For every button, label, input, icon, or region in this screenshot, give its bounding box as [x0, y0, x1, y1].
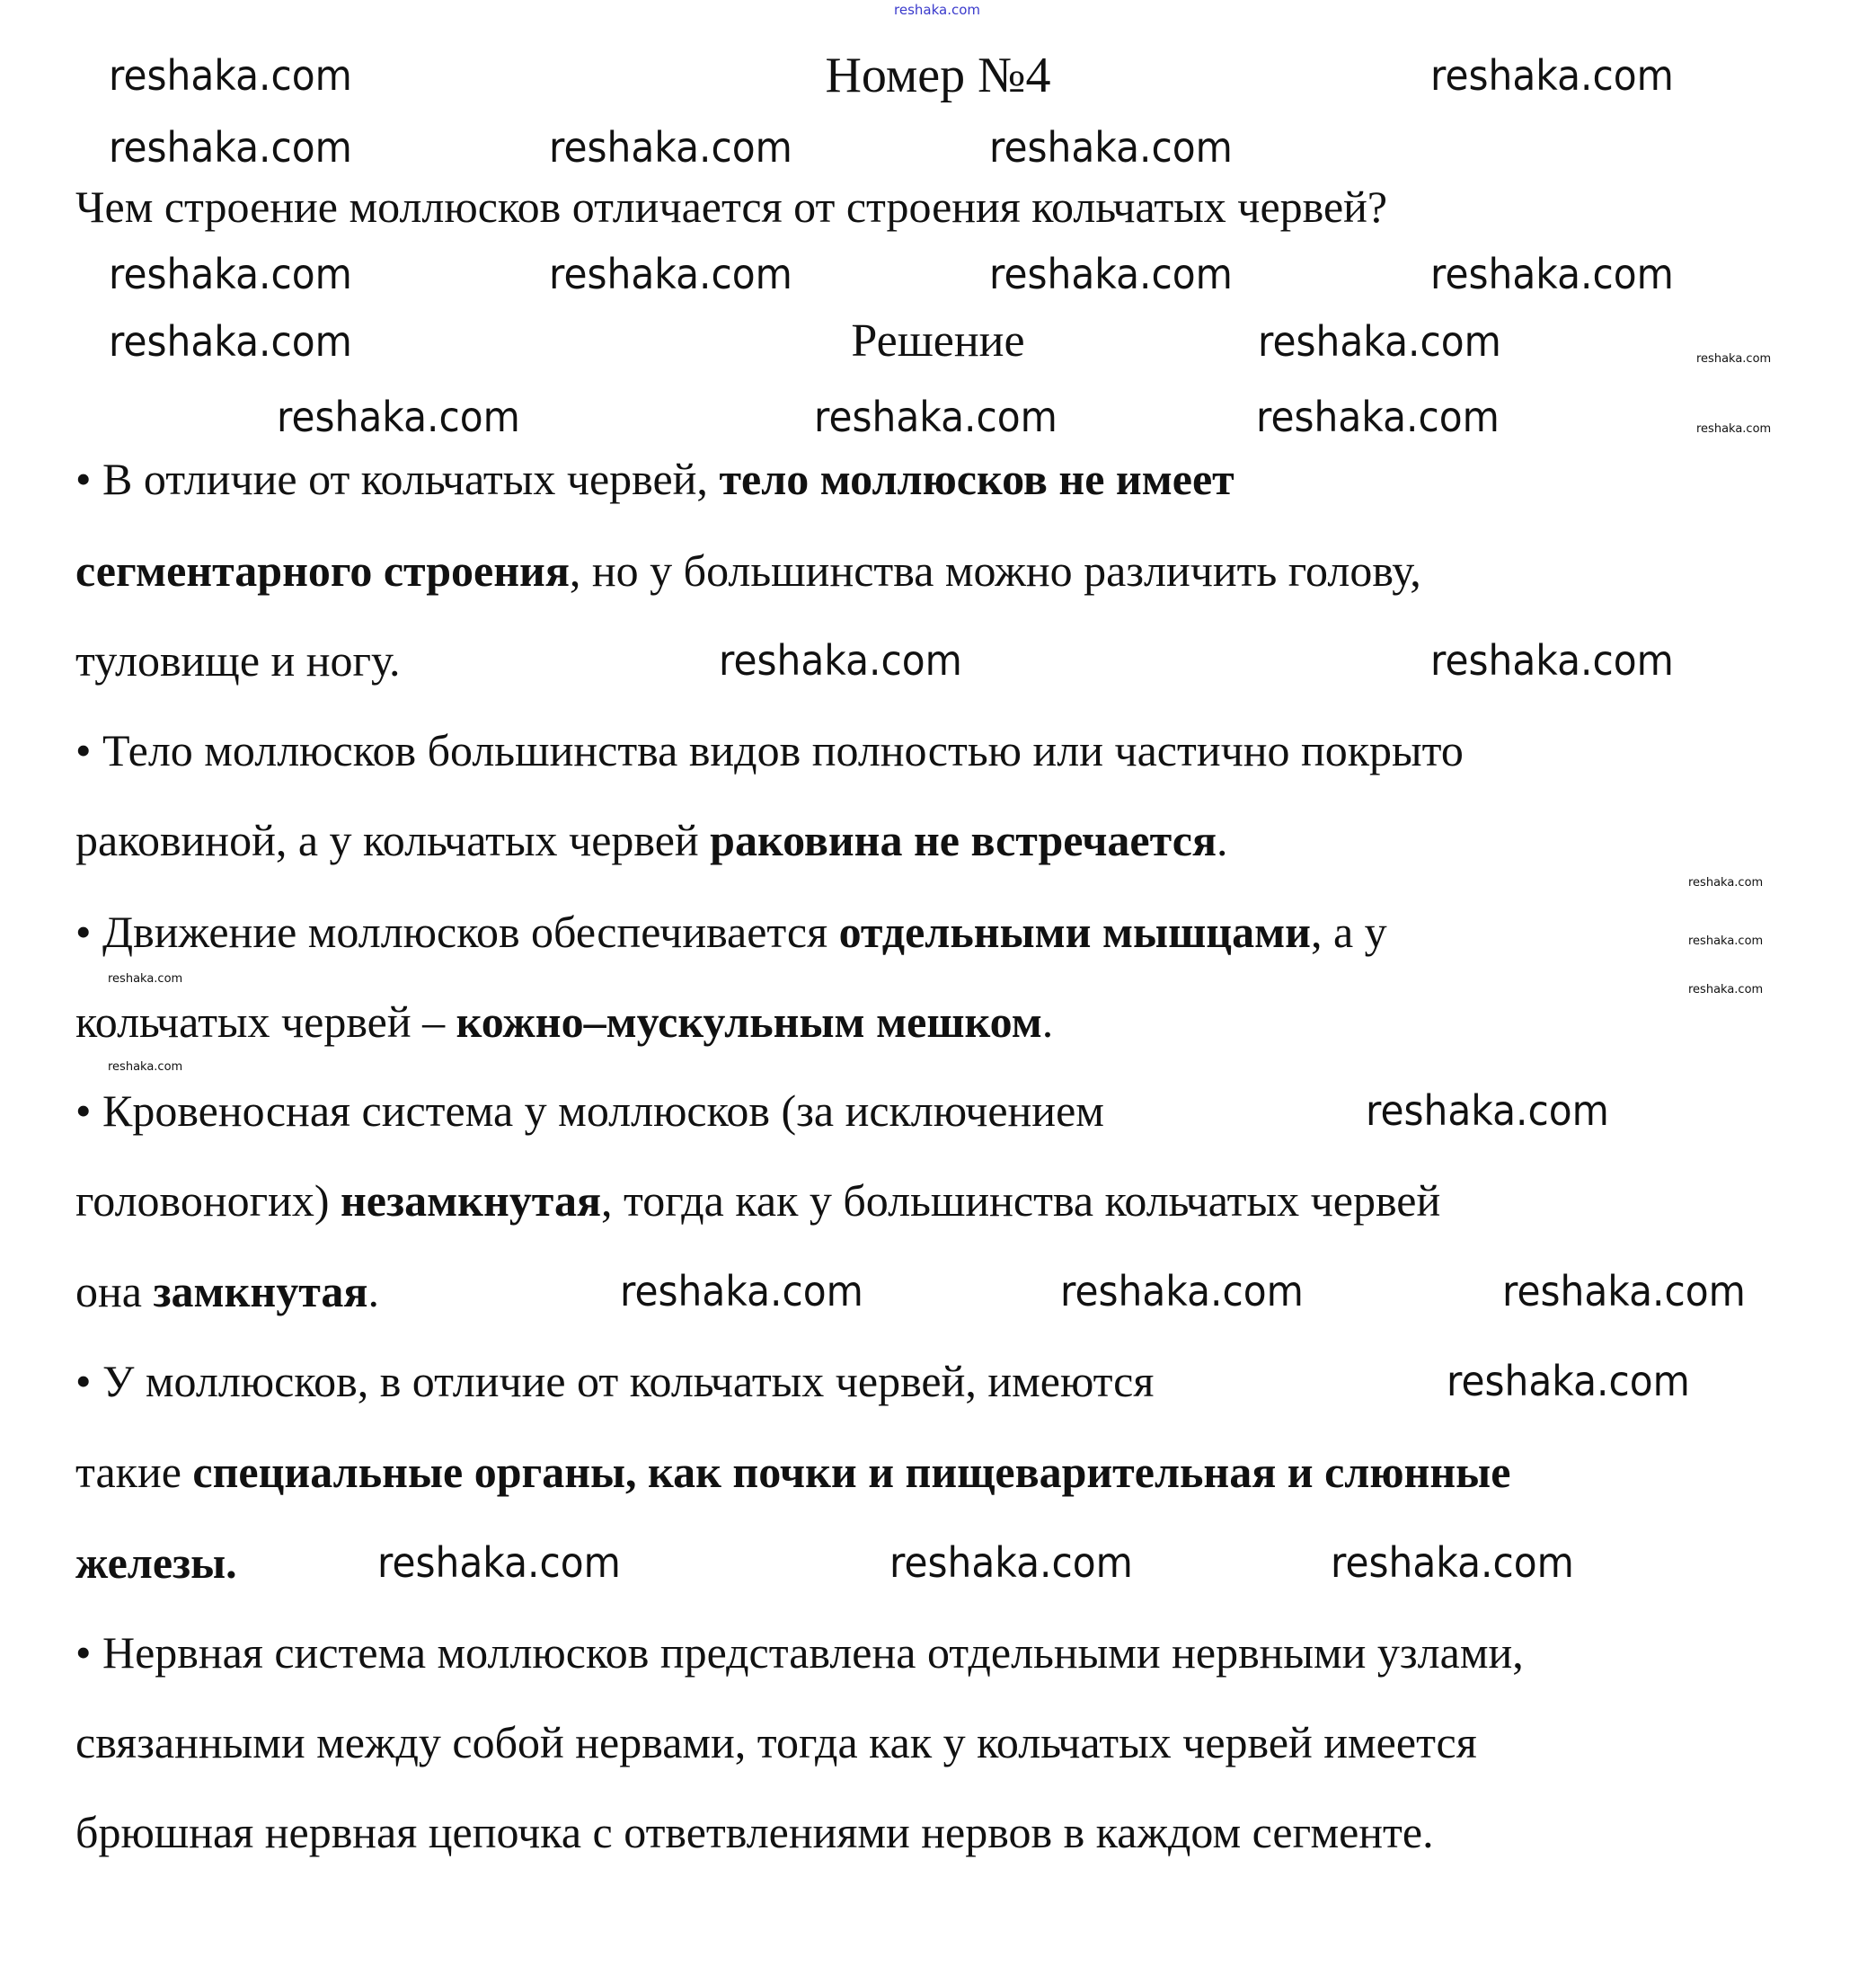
- watermark: reshaka.com: [814, 393, 1057, 441]
- bold-text: замкнутая: [153, 1266, 368, 1316]
- answer-line: [75, 1625, 1524, 1679]
- watermark: reshaka.com: [1430, 636, 1674, 685]
- bold-text: кожно–мускульным мешком: [456, 996, 1042, 1047]
- text-segment: связанными между собой нервами, тогда как у кольчатых червей имеется: [75, 1717, 1477, 1767]
- page-title: Номер №4: [825, 48, 1051, 103]
- bold-text: специальные органы, как почки и пищеварительная и слюнные: [192, 1447, 1511, 1497]
- answer-line: [75, 633, 401, 687]
- bold-text: раковина не встречается: [710, 815, 1217, 865]
- watermark: reshaka.com: [1331, 1538, 1574, 1587]
- text-segment: • У моллюсков, в отличие от кольчатых червей, имеются: [75, 1356, 1155, 1406]
- watermark: reshaka.com: [1447, 1357, 1690, 1405]
- text-segment: туловище и ногу.: [75, 635, 401, 686]
- answer-line: [75, 1264, 379, 1318]
- answer-line: [75, 1536, 237, 1590]
- text-segment: , тогда как у большинства кольчатых червей: [601, 1175, 1441, 1226]
- question-text: Чем строение моллюсков отличается от строения кольчатых червей?: [75, 182, 1388, 232]
- watermark: reshaka.com: [989, 250, 1233, 298]
- answer-line: [75, 995, 1053, 1049]
- text-segment: • Кровеносная система у моллюсков (за исключением: [75, 1085, 1104, 1136]
- text-segment: • Тело моллюсков большинства видов полностью или частично покрыто: [75, 725, 1464, 775]
- watermark-small: reshaka.com: [1696, 352, 1772, 366]
- watermark: reshaka.com: [989, 123, 1233, 172]
- answer-line: [75, 1354, 1154, 1408]
- watermark: reshaka.com: [1502, 1267, 1746, 1315]
- watermark-small: reshaka.com: [108, 972, 183, 986]
- text-segment: брюшная нервная цепочка с ответвлениями нервов в каждом сегменте.: [75, 1807, 1434, 1857]
- watermark-small: reshaka.com: [1688, 983, 1764, 996]
- text-segment: .: [1041, 996, 1054, 1047]
- answer-line: [75, 1805, 1434, 1859]
- watermark: reshaka.com: [109, 250, 352, 298]
- watermark: reshaka.com: [1258, 317, 1501, 366]
- watermark: reshaka.com: [889, 1538, 1133, 1587]
- answer-line: [75, 1715, 1477, 1769]
- bold-text: отдельными мышцами: [838, 907, 1311, 957]
- watermark: reshaka.com: [719, 636, 962, 685]
- answer-line: [75, 905, 1387, 959]
- watermark-top: reshaka.com: [894, 2, 980, 18]
- bold-text: железы.: [75, 1537, 237, 1588]
- text-segment: такие: [75, 1447, 193, 1497]
- watermark: reshaka.com: [1430, 51, 1674, 100]
- watermark: reshaka.com: [1430, 250, 1674, 298]
- watermark: reshaka.com: [109, 51, 352, 100]
- watermark: reshaka.com: [549, 123, 792, 172]
- text-segment: • Нервная система моллюсков представлена отдельными нервными узлами,: [75, 1627, 1524, 1678]
- watermark-small: reshaka.com: [1696, 422, 1772, 436]
- watermark-small: reshaka.com: [1688, 934, 1764, 948]
- text-segment: • В отличие от кольчатых червей,: [75, 454, 720, 504]
- text-segment: кольчатых червей –: [75, 996, 456, 1047]
- text-segment: головоногих): [75, 1175, 341, 1226]
- answer-line: [75, 723, 1464, 777]
- watermark: reshaka.com: [620, 1267, 863, 1315]
- watermark: reshaka.com: [377, 1538, 621, 1587]
- solution-heading: Решение: [851, 315, 1025, 367]
- watermark: reshaka.com: [277, 393, 520, 441]
- text-segment: .: [367, 1266, 379, 1316]
- watermark-small: reshaka.com: [108, 1060, 183, 1074]
- answer-line: [75, 452, 1234, 506]
- bold-text: сегментарного строения: [75, 545, 570, 596]
- text-segment: , а у: [1310, 907, 1387, 957]
- watermark: reshaka.com: [1256, 393, 1500, 441]
- text-segment: раковиной, а у кольчатых червей: [75, 815, 711, 865]
- answer-line: [75, 813, 1228, 867]
- watermark: reshaka.com: [109, 123, 352, 172]
- watermark: reshaka.com: [549, 250, 792, 298]
- text-segment: • Движение моллюсков обеспечивается: [75, 907, 839, 957]
- watermark: reshaka.com: [109, 317, 352, 366]
- bold-text: незамкнутая: [341, 1175, 601, 1226]
- watermark-small: reshaka.com: [1688, 876, 1764, 890]
- answer-line: [75, 1173, 1440, 1227]
- watermark: reshaka.com: [1060, 1267, 1304, 1315]
- answer-line: [75, 1084, 1104, 1138]
- text-segment: .: [1217, 815, 1228, 865]
- bold-text: тело моллюсков не имеет: [719, 454, 1234, 504]
- answer-line: [75, 544, 1421, 598]
- watermark: reshaka.com: [1366, 1086, 1609, 1135]
- text-segment: , но у большинства можно различить голову,: [569, 545, 1421, 596]
- text-segment: она: [75, 1266, 154, 1316]
- answer-line: [75, 1445, 1510, 1499]
